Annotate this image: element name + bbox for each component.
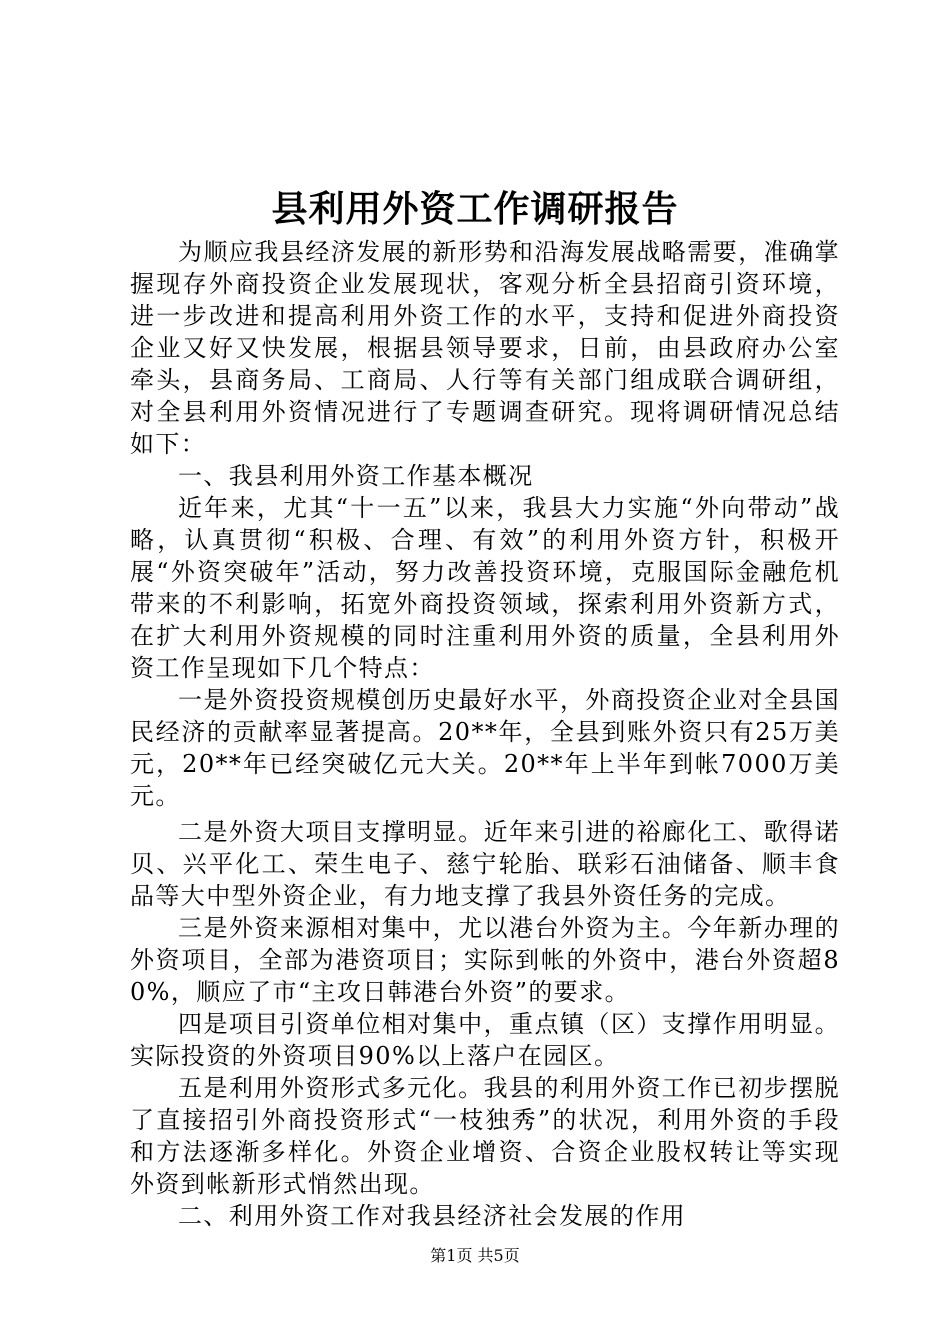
section-heading-2: 二、利用外资工作对我县经济社会发展的作用 bbox=[178, 1202, 686, 1230]
overview-paragraph: 近年来，尤其“十一五”以来，我县大力实施“外向带动”战略，认真贯彻“积极、合理、有效”的利用外资方针，积极开展“外资突破年”活动，努力改善投资环境，克服国际金融危机带来的不利影响，拓宽外商投资领域，探索利用外资新方式，在扩大利用外资规模的同时注重利用外资的质量，全县利用外资工作呈现如下几个特点： bbox=[130, 494, 840, 682]
page-footer: 第1页 共5页 bbox=[430, 1246, 520, 1265]
document-body bbox=[130, 236, 840, 1232]
document-title: 县利用外资工作调研报告 bbox=[271, 188, 679, 230]
intro-paragraph: 为顺应我县经济发展的新形势和沿海发展战略需要，准确掌握现存外商投资企业发展现状，客观分析全县招商引资环境，进一步改进和提高利用外资工作的水平，支持和促进外商投资企业又好又快发展，根据县领导要求，日前，由县政府办公室牵头，县商务局、工商局、人行等有关部门组成联合调研组，对全县利用外资情况进行了专题调查研究。现将调研情况总结如下： bbox=[130, 238, 840, 458]
feature-paragraph-3: 三是外资来源相对集中，尤以港台外资为主。今年新办理的外资项目，全部为港资项目；实际到帐的外资中，港台外资超80%，顺应了市“主攻日韩港台外资”的要求。 bbox=[130, 914, 840, 1006]
feature-paragraph-1: 一是外资投资规模创历史最好水平，外商投资企业对全县国民经济的贡献率显著提高。20**年，全县到账外资只有25万美元，20**年已经突破亿元大关。20**年上半年到帐7000万美元。 bbox=[130, 686, 840, 810]
feature-paragraph-2: 二是外资大项目支撑明显。近年来引进的裕廊化工、歌得诺贝、兴平化工、荣生电子、慈宁轮胎、联彩石油储备、顺丰食品等大中型外资企业，有力地支撑了我县外资任务的完成。 bbox=[130, 818, 840, 910]
feature-paragraph-4: 四是项目引资单位相对集中，重点镇（区）支撑作用明显。实际投资的外资项目90%以上落户在园区。 bbox=[130, 1010, 840, 1070]
section-heading-1: 一、我县利用外资工作基本概况 bbox=[178, 462, 534, 490]
feature-paragraph-5: 五是利用外资形式多元化。我县的利用外资工作已初步摆脱了直接招引外商投资形式“一枝独秀”的状况，利用外资的手段和方法逐渐多样化。外资企业增资、合资企业股权转让等实现外资到帐新形式悄然出现。 bbox=[130, 1074, 840, 1198]
